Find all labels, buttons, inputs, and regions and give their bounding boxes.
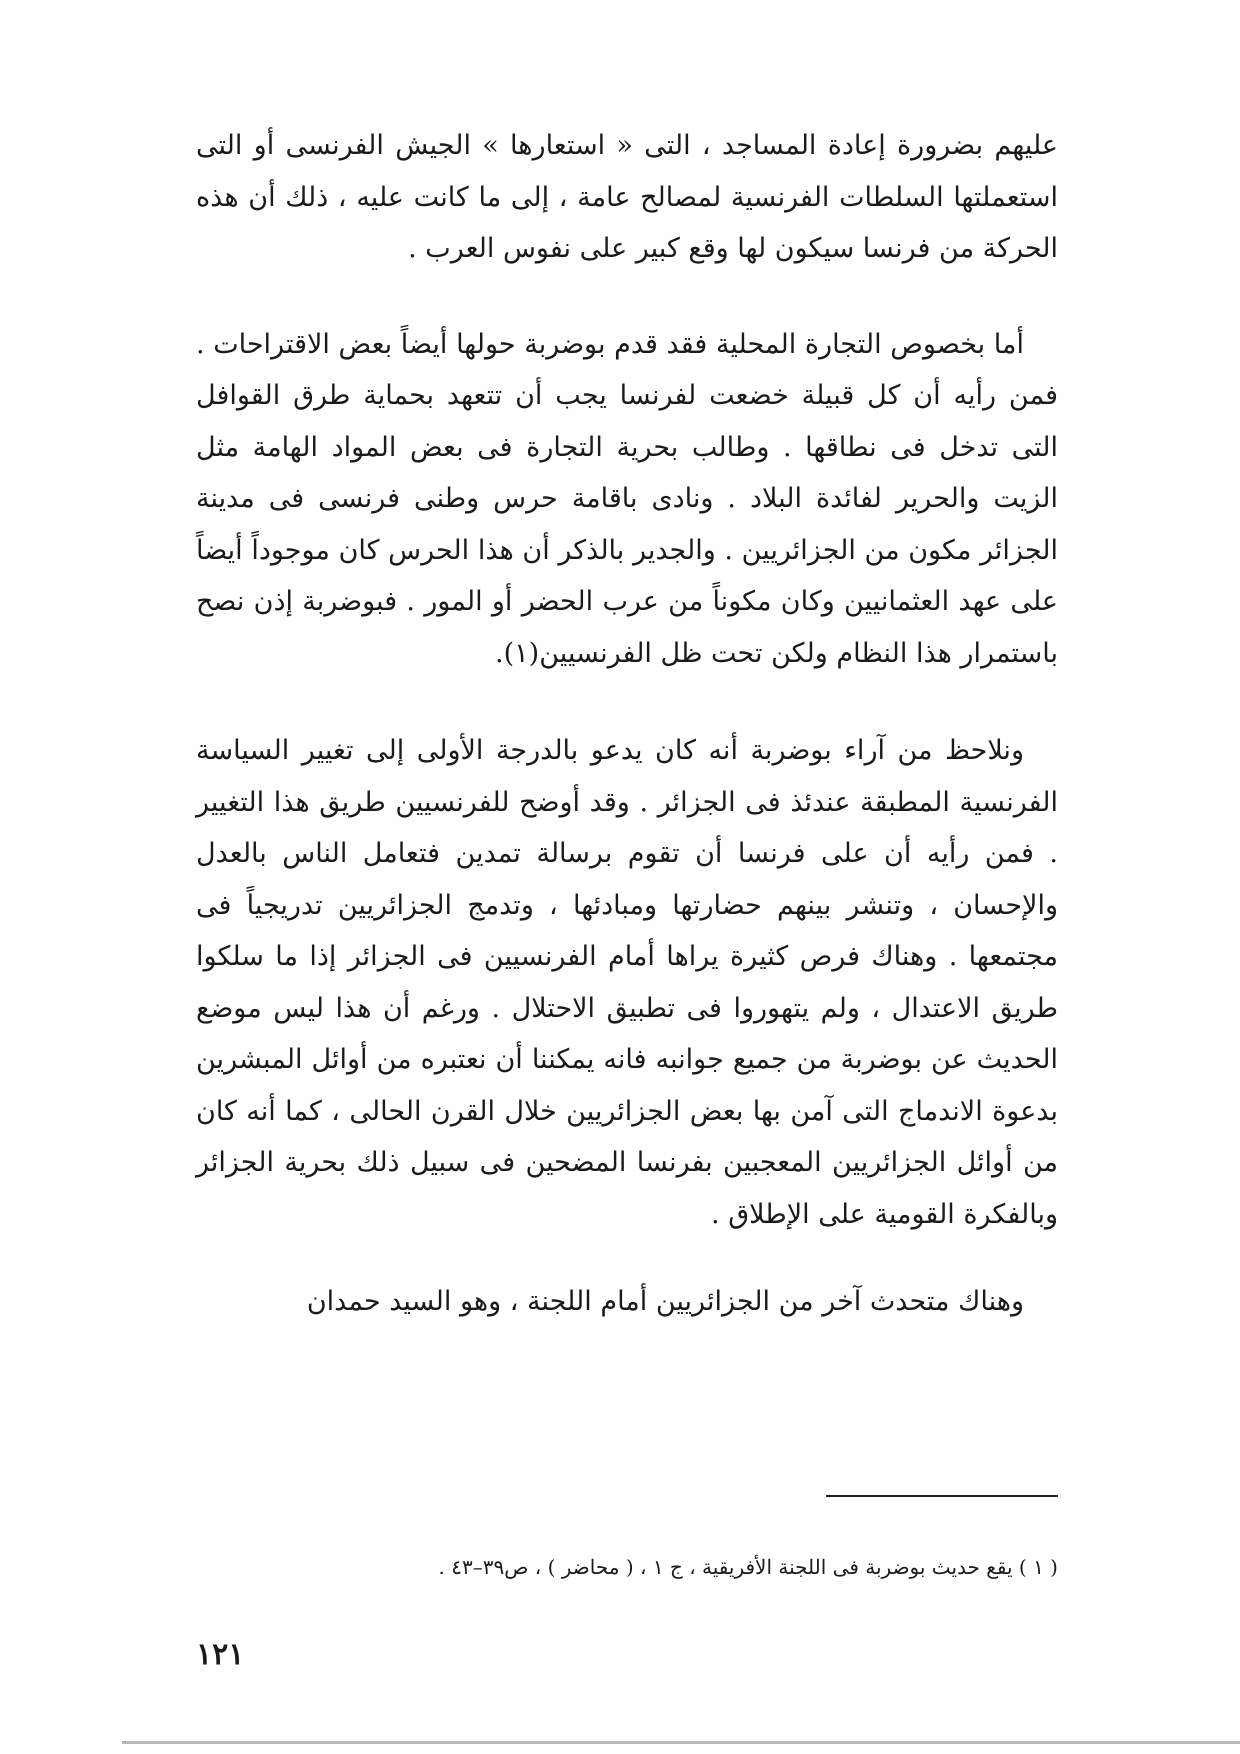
page-bottom-border bbox=[122, 1741, 1240, 1744]
footnote: ( ١ ) يقع حديث بوضربة فى اللجنة الأفريقية ، ج ١ ، ( محاضر ) ، ص٣٩–٤٣ . bbox=[438, 1555, 1058, 1579]
footnote-divider bbox=[826, 1495, 1058, 1497]
paragraph-4: وهناك متحدث آخر من الجزائريين أمام اللجنة ، وهو السيد حمدان bbox=[306, 1286, 1024, 1317]
paragraph-1: عليهم بضرورة إعادة المساجد ، التى « استعارها » الجيش الفرنسى أو التى استعملتها السلطات الفرنسية لمصالح عامة ، إلى ما كانت عليه ، ذلك أن هذه الحركة من فرنسا سيكون لها وقع كبير على نفوس العرب . bbox=[196, 130, 1058, 264]
page-number: ١٢١ bbox=[196, 1637, 245, 1672]
paragraph-2: أما بخصوص التجارة المحلية فقد قدم بوضربة حولها أيضاً بعض الاقتراحات . فمن رأيه أن كل قبيلة خضعت لفرنسا يجب أن تتعهد بحماية طرق القوافل التى تدخل فى نطاقها . وطالب بحرية التجارة فى بعض المواد الهامة مثل الزيت والحرير لفائدة البلاد . ونادى باقامة حرس وطنى فرنسى فى مدينة الجزائر مكون من الجزائريين . والجدير بالذكر أن هذا الحرس كان موجوداً أيضاً على عهد العثمانيين وكان مكوناً من عرب الحضر أو المور . فبوضربة إذن نصح باستمرار هذا النظام ولكن تحت ظل الفرنسيين(١). bbox=[196, 328, 1058, 669]
main-text-block bbox=[196, 120, 1058, 1328]
paragraph-3: ونلاحظ من آراء بوضربة أنه كان يدعو بالدرجة الأولى إلى تغيير السياسة الفرنسية المطبقة عندئذ فى الجزائر . وقد أوضح للفرنسيين طريق هذا التغيير . فمن رأيه أن على فرنسا أن تقوم برسالة تمدين فتعامل الناس بالعدل والإحسان ، وتنشر بينهم حضارتها ومبادئها ، وتدمج الجزائريين تدريجياً فى مجتمعها . وهناك فرص كثيرة يراها أمام الفرنسيين فى الجزائر إذا ما سلكوا طريق الاعتدال ، ولم يتهوروا فى تطبيق الاحتلال . ورغم أن هذا ليس موضع الحديث عن بوضربة من جميع جوانبه فانه يمكننا أن نعتبره من أوائل المبشرين بدعوة الاندماج التى آمن بها بعض الجزائريين خلال القرن الحالى ، كما أنه كان من أوائل الجزائريين المعجبين بفرنسا المضحين فى سبيل ذلك بحرية الجزائر وبالفكرة القومية على الإطلاق . bbox=[196, 735, 1058, 1230]
